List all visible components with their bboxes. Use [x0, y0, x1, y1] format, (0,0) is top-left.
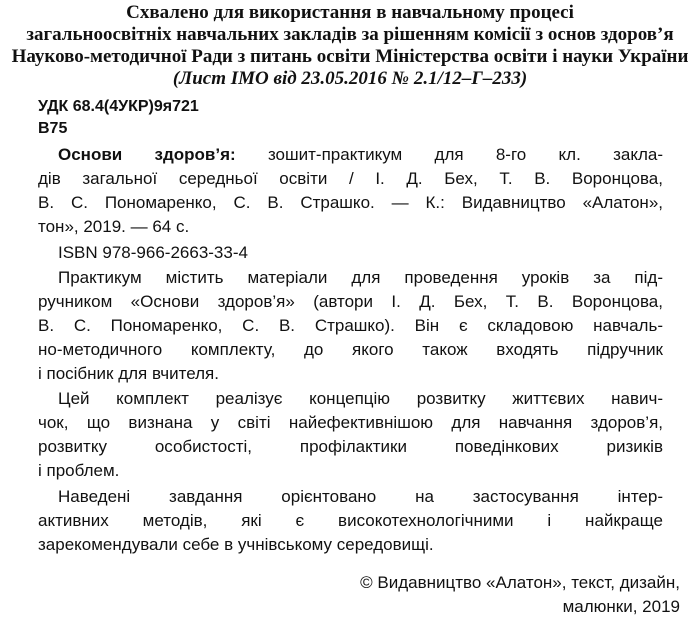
description-paragraph-3 — [38, 485, 663, 557]
paragraph-line: ручником «Основи здоров’я» (автори І. Д. Бех, Т. В. Воронцова, — [38, 292, 663, 311]
biblio-line-1 — [38, 143, 663, 167]
description-paragraph-2 — [38, 387, 663, 483]
paragraph-line: чок, що визнана у світі найефективнішою для навчання здоров’я, — [38, 413, 663, 432]
paragraph-line: і посібник для вчителя. — [38, 364, 219, 383]
approval-line-2: загальноосвітніх навчальних закладів за рішенням комісії з основ здоров’я — [26, 24, 674, 45]
book-title: Основи здоров’я: — [58, 145, 236, 164]
paragraph-line: Цей комплект реалізує концепцію розвитку життєвих навич- — [58, 389, 663, 408]
udk-code: УДК 68.4(4УКР)9я721 — [38, 98, 199, 115]
paragraph-line: розвитку особистості, профілактики поведінкових ризиків — [38, 437, 663, 456]
biblio-line-1-rest: зошит-практикум для 8-го кл. закла- — [235, 145, 664, 164]
copyright-notice — [360, 571, 680, 619]
paragraph-line: Практикум містить матеріали для проведення уроків за під- — [58, 268, 663, 287]
paragraph-line: активних методів, які є високотехнологічними і найкраще — [38, 511, 663, 530]
bibliographic-description — [38, 143, 663, 239]
copyright-line-1: © Видавництво «Алатон», текст, дизайн, — [360, 573, 680, 592]
paragraph-line: В. С. Пономаренко, С. В. Страшко). Він є складовою навчаль- — [38, 316, 663, 335]
paragraph-line: і проблем. — [38, 461, 120, 480]
paragraph-line: но-методичного комплекту, до якого також входять підручник — [38, 340, 663, 359]
paragraph-line: зарекомендували себе в учнівському середовищі. — [38, 535, 434, 554]
copyright-line-2: малюнки, 2019 — [562, 597, 680, 616]
paragraph-line: Наведені завдання орієнтовано на застосування інтер- — [58, 487, 663, 506]
approval-notice — [2, 2, 698, 90]
isbn: ISBN 978-966-2663-33-4 — [58, 243, 248, 262]
classification-codes — [38, 96, 199, 140]
description-paragraph-1 — [38, 266, 663, 386]
biblio-line-2: дів загальної середньої освіти / І. Д. Бех, Т. В. Воронцова, — [38, 169, 663, 188]
biblio-line-4: тон», 2019. — 64 с. — [38, 217, 190, 236]
approval-line-1: Схвалено для використання в навчальному процесі — [126, 2, 574, 23]
approval-line-3: Науково-методичної Ради з питань освіти Міністерства освіти і науки України — [11, 46, 689, 67]
biblio-line-3: В. С. Пономаренко, С. В. Страшко. — К.: Видавництво «Алатон», — [38, 193, 663, 212]
approval-reference: (Лист IMO від 23.05.2016 № 2.1/12–Г–233) — [172, 68, 528, 89]
author-mark: В75 — [38, 120, 68, 137]
